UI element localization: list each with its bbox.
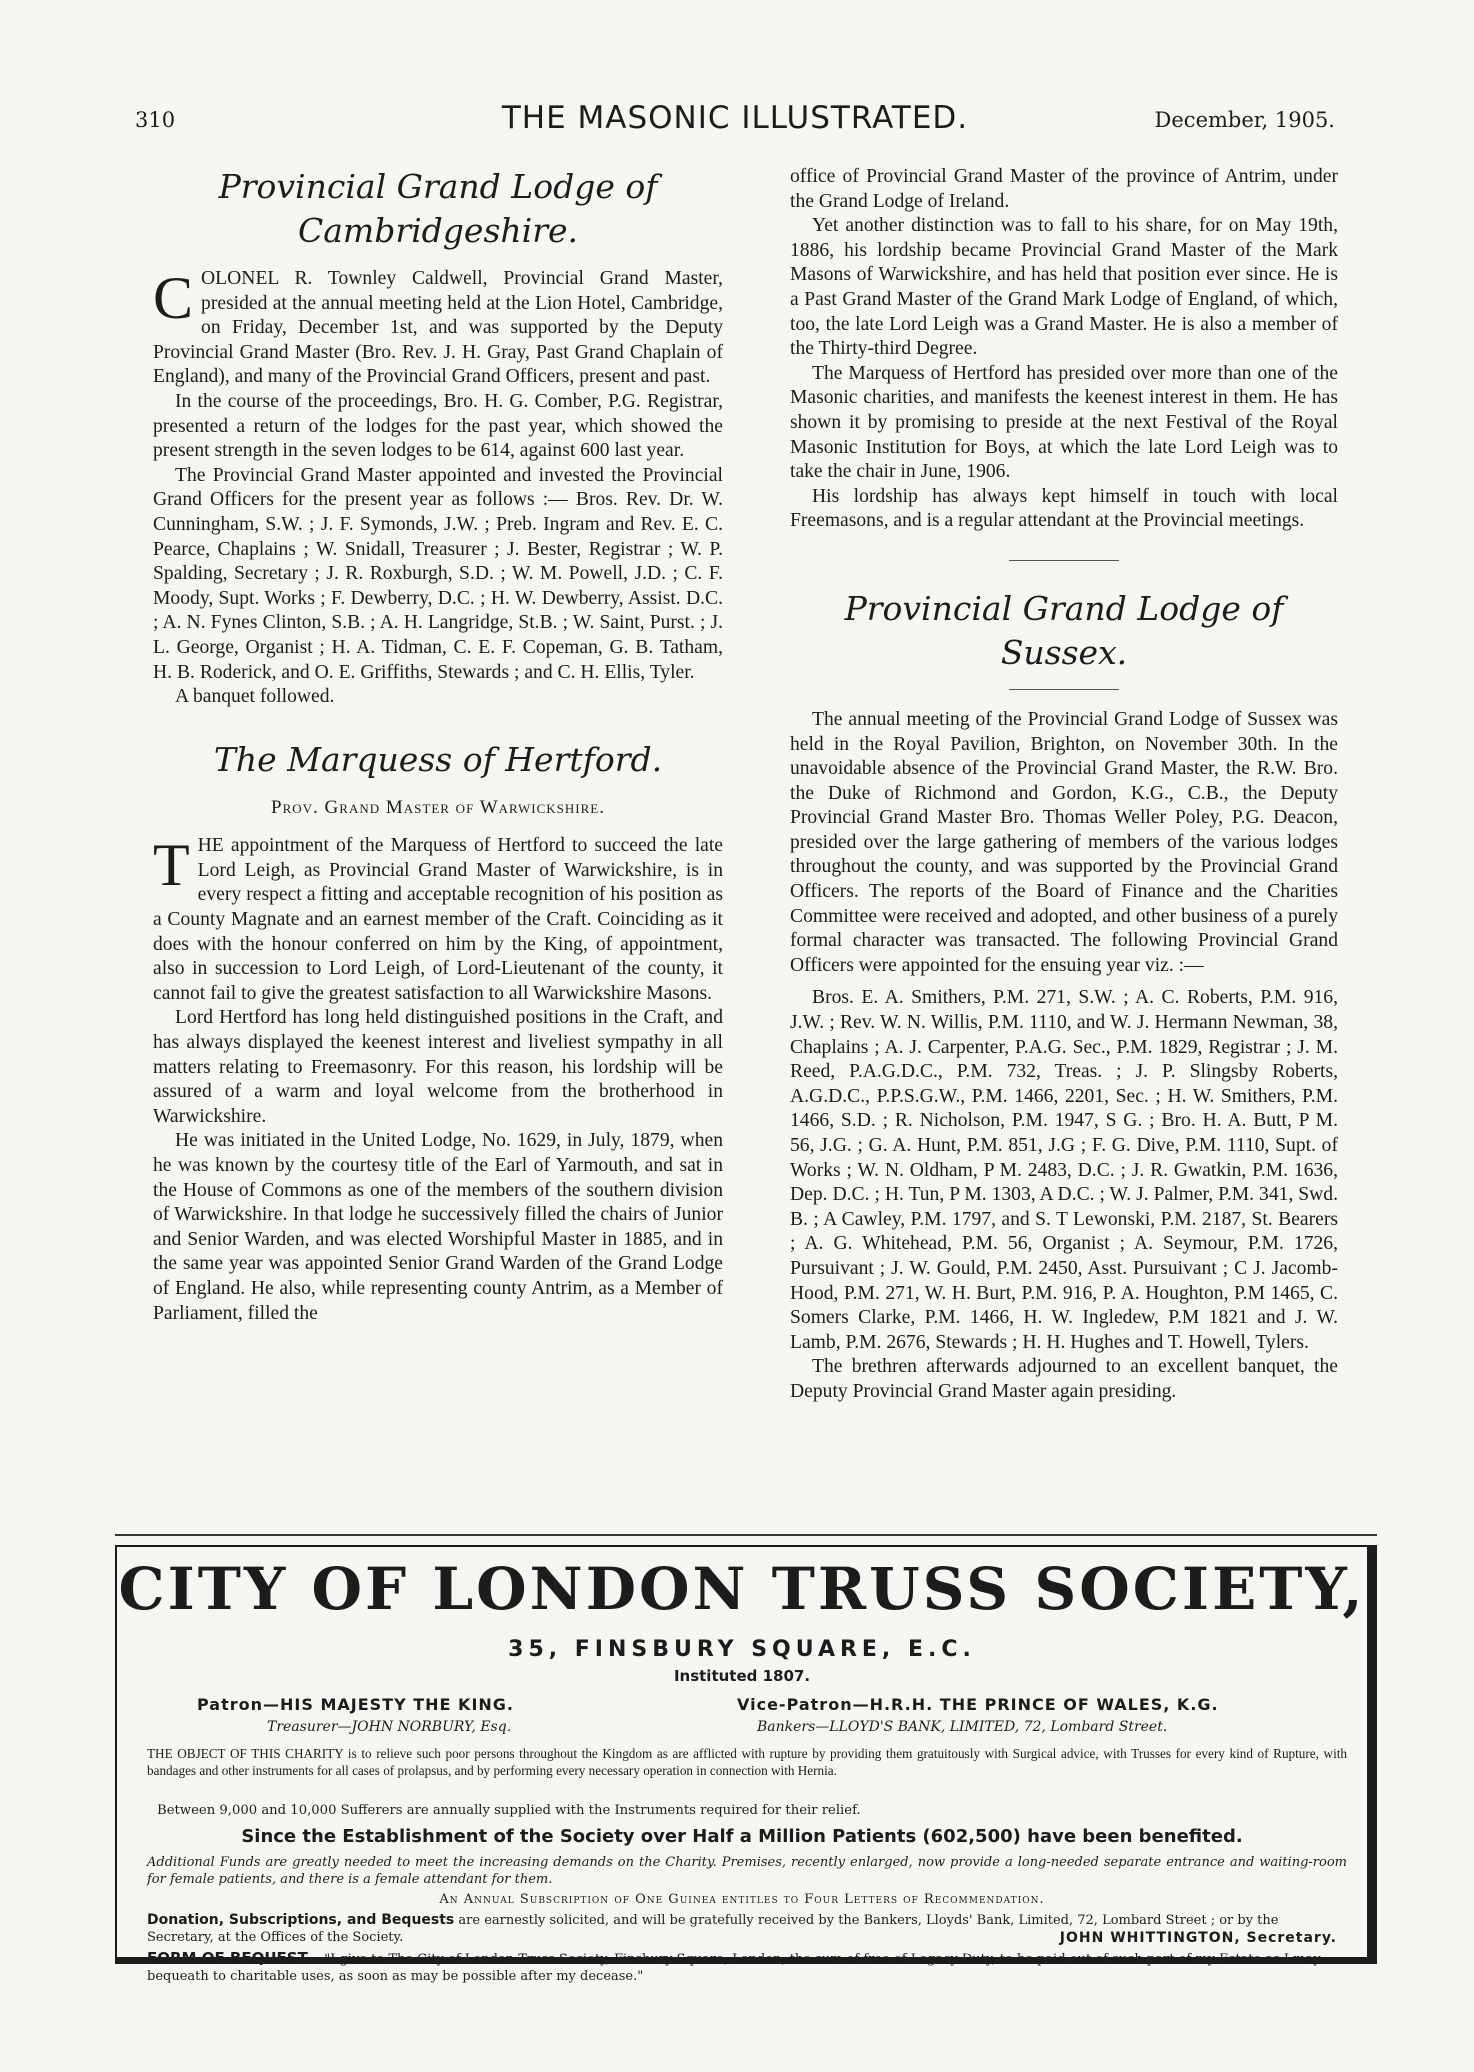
form-text: —"I give to The City of London Truss Society, Finsbury Square, London, the sum of free of Legacy Duty, to be paid out of such part of my Estate as I may bequeath to charitable uses, as soon as may be possible after my decease." — [147, 1952, 1321, 1984]
advert-instituted: Instituted 1807. — [673, 1667, 811, 1685]
advert-patron: Patron—HIS MAJESTY THE KING. — [197, 1695, 514, 1714]
section-divider — [1009, 560, 1119, 561]
drop-cap: C — [153, 265, 194, 331]
right-column — [790, 165, 1338, 1405]
advert-bankers: Bankers—LLOYD'S BANK, LIMITED, 72, Lombard Street. — [757, 1719, 1168, 1735]
left-column — [153, 165, 723, 1326]
advert-sufferers-note: Between 9,000 and 10,000 Sufferers are annually supplied with the Instruments required for their relief. — [157, 1803, 861, 1818]
section-divider — [1009, 689, 1119, 690]
cambridge-para-3: The Provincial Grand Master appointed and invested the Provincial Grand Officers for the present year as follows :— Bros. Rev. Dr. W. Cunningham, S.W. ; J. F. Symonds, J.W. ; Preb. Ingram and Rev. E. C. Pearce, Chaplains ; W. Snidall, Treasurer ; J. Bester, Registrar ; W. P. Spalding, Secretary ; J. R. Roxburgh, S.D. ; W. M. Powell, J.D. ; C. F. Moody, Supt. Works ; F. Dewberry, D.C. ; H. W. Dewberry, Assist. D.C. ; A. N. Fynes Clinton, S.B. ; A. H. Langridge, St.B. ; W. Saint, Purst. ; J. L. George, Organist ; H. A. Tidman, C. E. F. Copeman, G. B. Tatham, H. B. Roderick, and O. E. Griffiths, Stewards ; and C. H. Ellis, Tyler. — [153, 464, 723, 683]
hertford-para-4: Yet another distinction was to fall to his share, for on May 19th, 1886, his lordship became Provincial Grand Master of the Mark Masons of Warwickshire, and has held that position ever since. He is a Past Grand Master of the Grand Mark Lodge of England, of which, too, the late Lord Leigh was a Grand Master. He is also a member of the Thirty-third Degree. — [790, 215, 1338, 360]
truss-society-advert — [115, 1545, 1377, 1984]
hertford-para-5: The Marquess of Hertford has presided over more than one of the Masonic charities, and manifests the keenest interest in them. He has shown it by promising to preside at the next Festival of the Royal Masonic Institution for Boys, at which the late Lord Leigh was to take the chair in June, 1906. — [790, 362, 1338, 483]
page-number: 310 — [135, 108, 176, 132]
drop-cap: T — [153, 832, 190, 899]
advert-additional-funds: Additional Funds are greatly needed to meet the increasing demands on the Charity. Premises, recently enlarged, now provide a long-needed separate entrance and waiting-room for female patients, and there is a female attendant for them. — [147, 1855, 1347, 1887]
cambridge-para-1-text: OLONEL R. Townley Caldwell, Provincial Grand Master, presided at the annual meeting held at the Lion Hotel, Cambridge, on Friday, December 1st, and was supported by the Deputy Provincial Grand Master (Bro. Rev. J. H. Gray, Past Grand Chaplain of England), and many of the Provincial Grand Officers, present and past. — [153, 268, 723, 388]
sussex-para-3: The brethren afterwards adjourned to an excellent banquet, the Deputy Provincial Grand Master again presiding. — [790, 1356, 1338, 1402]
cambridge-para-1 — [153, 267, 723, 390]
hertford-para-1-text: HE appointment of the Marquess of Hertford to succeed the late Lord Leigh, as Provincial Grand Master of Warwickshire, is in every respect a fitting and acceptable recognition of his position as a County Magnate and an earnest member of the Craft. Coinciding as it does with the honour conferred on him by the King, of appointment, also in succession to Lord Leigh, of Lord-Lieutenant of the county, it cannot fail to give the greatest satisfaction to all Warwickshire Masons. — [153, 835, 723, 1004]
hertford-para-3-cont: office of Provincial Grand Master of the province of Antrim, under the Grand Lodge of Ireland. — [790, 166, 1338, 212]
advert-top-rule — [115, 1534, 1377, 1536]
issue-date: December, 1905. — [1154, 108, 1335, 132]
hertford-subheading: Prov. Grand Master of Warwickshire. — [271, 796, 605, 818]
hertford-para-3: He was initiated in the United Lodge, No. 1629, in July, 1879, when he was known by the courtesy title of the Earl of Yarmouth, and sat in the House of Commons as one of the members of the southern division of Warwickshire. In that lodge he successively filled the chairs of Junior and Senior Warden, and was elected Worshipful Master in 1885, and in the same year was appointed Senior Grand Warden of the Grand Lodge of England. He also, while representing county Antrim, as a Member of Parliament, filled the — [153, 1130, 723, 1324]
advert-secretary: JOHN WHITTINGTON, Secretary. — [1059, 1930, 1337, 1946]
advert-title: CITY OF LONDON TRUSS SOCIETY, — [118, 1555, 1366, 1623]
cambridge-heading: Provincial Grand Lodge of Cambridgeshire. — [218, 167, 658, 250]
donation-label: Donation, Subscriptions, and Bequests — [147, 1912, 455, 1928]
cambridge-para-4: A banquet followed. — [175, 686, 335, 708]
cambridge-para-2: In the course of the proceedings, Bro. H. G. Comber, P.G. Registrar, presented a return of the lodges for the past year, which showed the present strength in the seven lodges to be 614, against 600 last year. — [153, 390, 723, 462]
advert-treasurer: Treasurer—JOHN NORBURY, Esq. — [267, 1719, 512, 1735]
sussex-para-2: Bros. E. A. Smithers, P.M. 271, S.W. ; A. C. Roberts, P.M. 916, J.W. ; Rev. W. N. Willis, P.M. 1110, and W. J. Hermann Newman, 38, Chaplains ; A. J. Carpenter, P.A.G. Sec., P.M. 1829, Registrar ; J. M. Reed, P.A.G.D.C., P.M. 732, Treas. ; J. P. Slingsby Roberts, A.G.D.C., P.P.S.G.W., P.M. 1466, 2201, Sec. ; H. W. Smithers, P.M. 1466, S.D. ; R. Nicholson, P.M. 1947, S G. ; Bro. H. A. Butt, P M. 56, J.G. ; G. A. Hunt, P.M. 851, J.G ; F. G. Dive, P.M. 1110, Supt. of Works ; W. N. Oldham, P M. 2483, D.C. ; J. R. Gwatkin, P.M. 1636, Dep. D.C. ; H. Tun, P M. 1303, A D.C. ; W. J. Palmer, P.M. 341, Swd. B. ; A Cawley, P.M. 1797, and S. T Lewonski, P.M. 2187, St. Bearers ; A. G. Whitehead, P.M. 56, Organist ; A. Seymour, P.M. 1726, Pursuivant ; J. W. Gould, P.M. 2450, Asst. Pursuivant ; C J. Jacomb-Hood, P.M. 271, W. H. Burt, P.M. 916, P. A. Houghton, P.M 1465, C. Somers Clarke, P.M. 1466, H. W. Ingledew, P.M 1821 and J. W. Lamb, P.M. 2676, Stewards ; H. H. Hughes and T. Howell, Tylers. — [790, 987, 1338, 1353]
advert-since-statement: Since the Establishment of the Society over Half a Million Patients (602,500) have been benefited. — [241, 1826, 1243, 1847]
advert-vice-patron: Vice-Patron—H.R.H. THE PRINCE OF WALES, K.G. — [737, 1695, 1219, 1714]
hertford-heading: The Marquess of Hertford. — [213, 739, 663, 779]
sussex-para-1: The annual meeting of the Provincial Grand Lodge of Sussex was held in the Royal Pavilion, Brighton, on November 30th. In the unavoidable absence of the Provincial Grand Master, the R.W. Bro. the Duke of Richmond and Gordon, K.G., C.B., the Deputy Provincial Grand Master Bro. Thomas Weller Poley, P.G. Deacon, presided over the large gathering of members of the various lodges throughout the county, and was supported by the Provincial Grand Officers. The reports of the Board of Finance and the Charities Committee were received and adopted, and other business of a purely formal character was transacted. The following Provincial Grand Officers were appointed for the ensuing year viz. :— — [790, 708, 1338, 976]
advert-address: 35, FINSBURY SQUARE, E.C. — [508, 1637, 976, 1662]
donation-text: are earnestly solicited, and will be gratefully received by the Bankers, Lloyds' Bank, Limited, 72, Lombard Street ; or by the Secretary, at the Offices of the Society. — [147, 1913, 1279, 1945]
running-header — [135, 100, 1335, 140]
sussex-heading: Provincial Grand Lodge of Sussex. — [844, 588, 1284, 672]
form-label: FORM OF BEQUEST. — [147, 1949, 312, 1967]
hertford-para-2: Lord Hertford has long held distinguished positions in the Craft, and has always displayed the keenest interest and liveliest sympathy in all matters relating to Freemasonry. For this reason, his lordship will be assured of a warm and loyal welcome from the brotherhood in Warwickshire. — [153, 1007, 723, 1127]
magazine-title: THE MASONIC ILLUSTRATED. — [501, 100, 969, 136]
hertford-para-6: His lordship has always kept himself in touch with local Freemasons, and is a regular attendant at the Provincial meetings. — [790, 485, 1338, 532]
advert-form-of-bequest — [147, 1950, 1347, 1985]
advert-object: THE OBJECT OF THIS CHARITY is to relieve such poor persons throughout the Kingdom as are afflicted with rupture by providing them gratuitously with Surgical advice, with Trusses for every kind of Rupture, with bandages and other instruments for all cases of prolapsus, and by performing every necessary operation in connection with Hernia. — [147, 1746, 1347, 1778]
advert-annual-subscription: An Annual Subscription of One Guinea entitles to Four Letters of Recommendation. — [439, 1892, 1045, 1907]
hertford-para-1 — [153, 834, 723, 1006]
